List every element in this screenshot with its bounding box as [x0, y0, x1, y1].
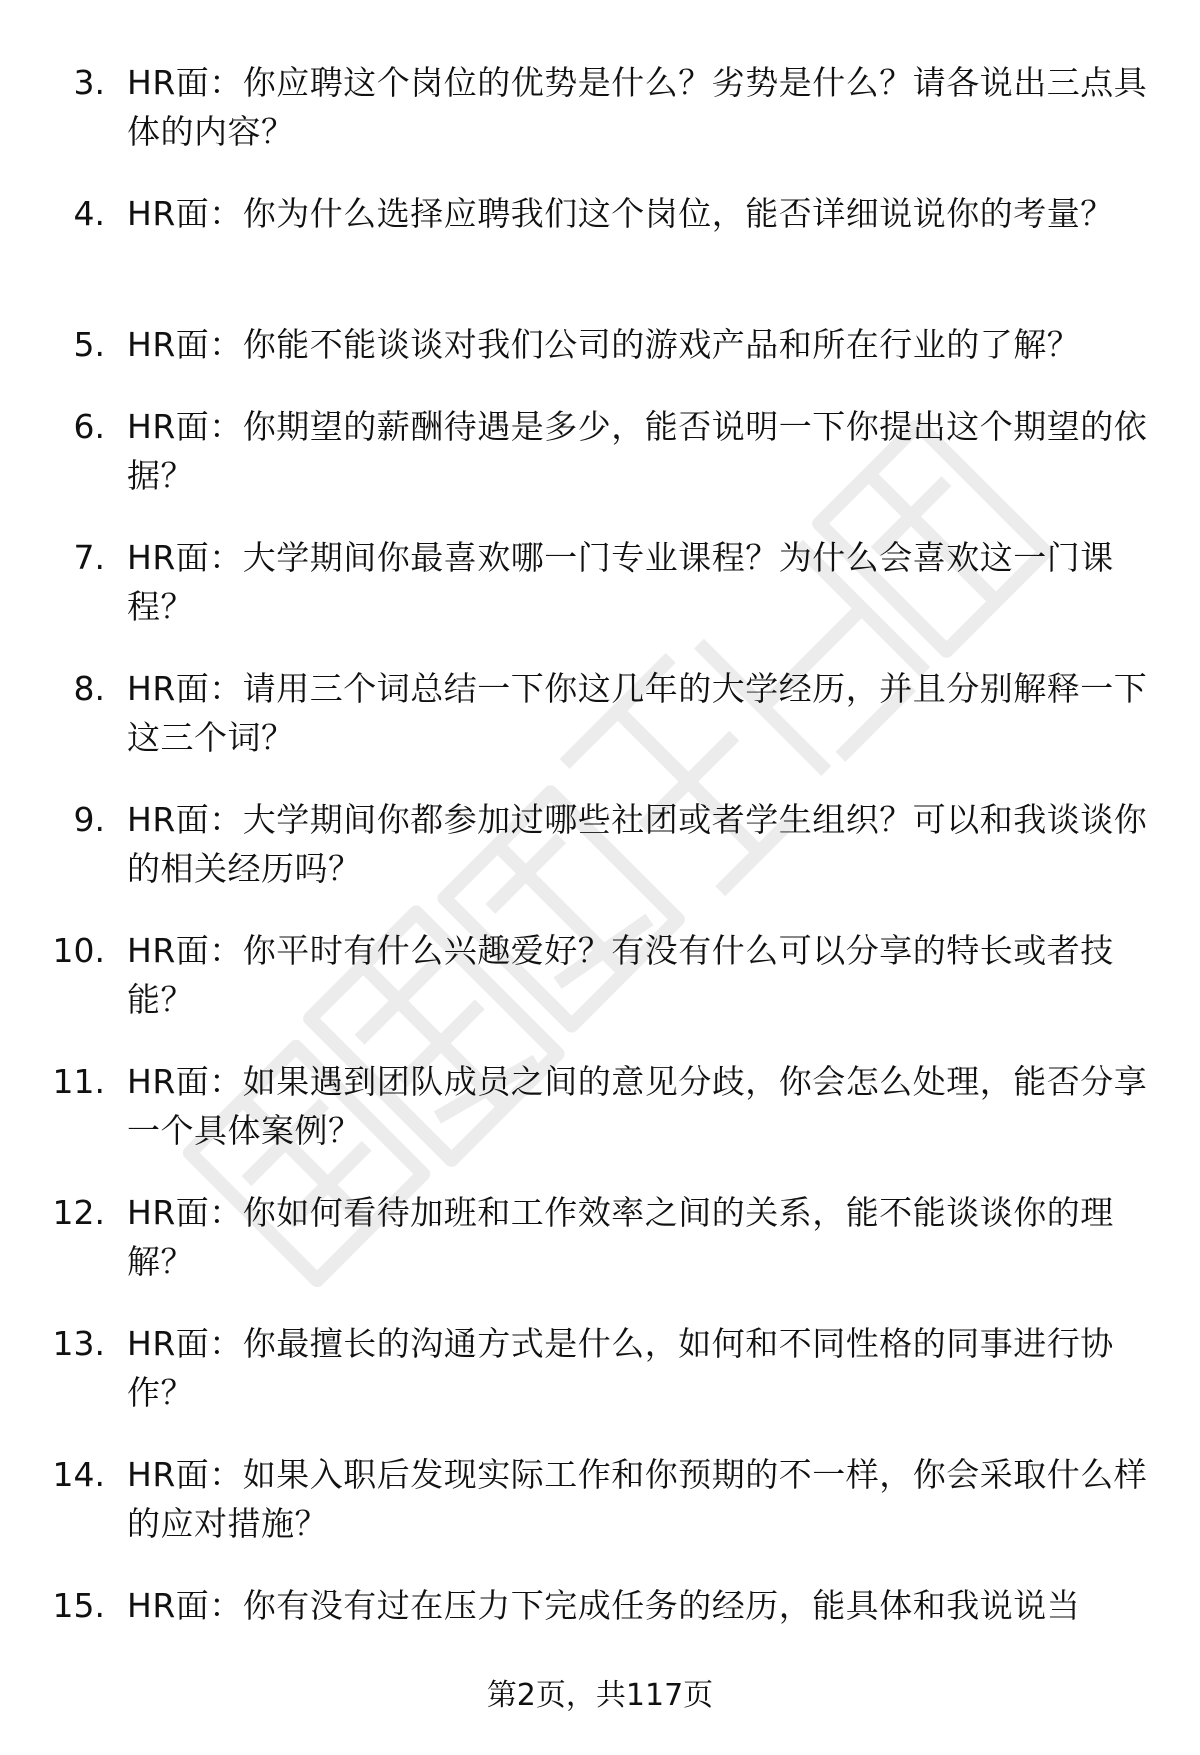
question-text: HR面：你有没有过在压力下完成任务的经历，能具体和我说说当: [127, 1586, 1081, 1625]
question-text: HR面：大学期间你最喜欢哪一门专业课程？为什么会喜欢这一门课程？: [127, 538, 1114, 626]
list-item: [0, 664, 1200, 795]
list-item: [0, 189, 1200, 320]
question-text: HR面：你平时有什么兴趣爱好？有没有什么可以分享的特长或者技能？: [127, 931, 1114, 1019]
question-number: 15.: [52, 1586, 105, 1625]
question-text: HR面：请用三个词总结一下你这几年的大学经历，并且分别解释一下这三个词？: [127, 669, 1148, 757]
question-number: 3.: [73, 63, 105, 102]
question-number: 9.: [73, 800, 105, 839]
question-text: HR面：你能不能谈谈对我们公司的游戏产品和所在行业的了解？: [127, 325, 1081, 364]
question-number: 11.: [52, 1062, 105, 1101]
list-item: [0, 1450, 1200, 1581]
question-number: 4.: [73, 194, 105, 233]
list-item: [0, 1319, 1200, 1450]
question-text: HR面：你期望的薪酬待遇是多少，能否说明一下你提出这个期望的依据？: [127, 407, 1148, 495]
list-item: [0, 1057, 1200, 1188]
list-item: [0, 58, 1200, 189]
question-number: 13.: [52, 1324, 105, 1363]
question-text: HR面：大学期间你都参加过哪些社团或者学生组织？可以和我谈谈你的相关经历吗？: [127, 800, 1148, 888]
question-number: 12.: [52, 1193, 105, 1232]
list-item: [0, 795, 1200, 926]
question-text: HR面：你为什么选择应聘我们这个岗位，能否详细说说你的考量？: [127, 194, 1114, 233]
question-text: HR面：你如何看待加班和工作效率之间的关系，能不能谈谈你的理解？: [127, 1193, 1114, 1281]
list-item: [0, 1188, 1200, 1319]
list-item: [0, 1581, 1200, 1641]
list-item: [0, 320, 1200, 402]
question-number: 5.: [73, 325, 105, 364]
question-number: 10.: [52, 931, 105, 970]
list-item: [0, 926, 1200, 1057]
list-item: [0, 402, 1200, 533]
question-text: HR面：你应聘这个岗位的优势是什么？劣势是什么？请各说出三点具体的内容？: [127, 63, 1148, 151]
question-text: HR面：如果遇到团队成员之间的意见分歧，你会怎么处理，能否分享一个具体案例？: [127, 1062, 1148, 1150]
list-item: [0, 533, 1200, 664]
question-list: [0, 58, 1200, 1641]
question-number: 8.: [73, 669, 105, 708]
page-number: 第2页，共117页: [486, 1678, 714, 1713]
question-number: 14.: [52, 1455, 105, 1494]
question-text: HR面：如果入职后发现实际工作和你预期的不一样，你会采取什么样的应对措施？: [127, 1455, 1148, 1543]
question-number: 6.: [73, 407, 105, 446]
question-text: HR面：你最擅长的沟通方式是什么，如何和不同性格的同事进行协作？: [127, 1324, 1114, 1412]
question-number: 7.: [73, 538, 105, 577]
